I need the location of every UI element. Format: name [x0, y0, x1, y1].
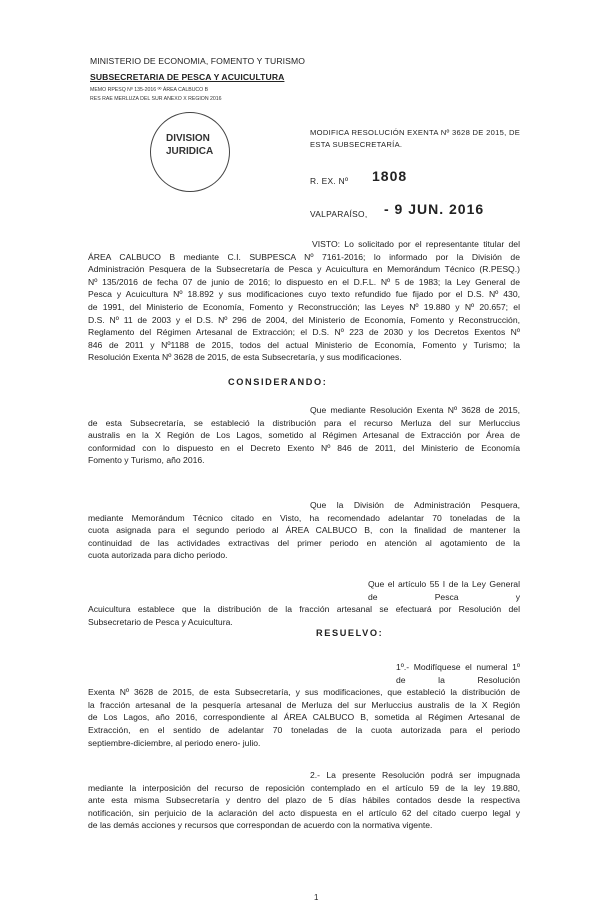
page-number: 1	[314, 893, 319, 902]
considerando-paragraph-1: Que mediante Resolución Exenta Nº 3628 de 2015, de esta Subsecretaría, se estableció la distribución para el recurso Merluza del sur Merluccius australis en la X Región de Los Lagos, sometido al Régimen Artesanal de Extracción por Área de conformidad con lo dispuesto en el Decreto Exento Nº 846 de 2011, del Ministerio de Economía Fomento y Turismo, año 2016.	[88, 405, 520, 466]
place-label: VALPARAÍSO,	[310, 209, 368, 219]
considerando-paragraph-2: Que la División de Administración Pesquera, mediante Memorándum Técnico citado en Visto, ha recomendado adelantar 70 toneladas de la cuota asignada para el segundo periodo al ÁREA CALBUCO B, con la finalidad de mantener la continuidad de las actividades extractivas del primer periodo en atención al agotamiento de la cuota autorizada para dicho periodo.	[88, 500, 520, 561]
subsecretaria-name: SUBSECRETARIA DE PESCA Y ACUICULTURA	[90, 72, 285, 82]
resolution-reference: RES RAE MERLUZA DEL SUR ANEXO X REGION 2016	[90, 96, 222, 102]
resuelvo-heading: RESUELVO:	[316, 628, 384, 638]
memo-reference: MEMO RPESQ Nº 135-2016 ºº ÁREA CALBUCO B	[90, 87, 209, 93]
subject-line-2: ESTA SUBSECRETARÍA.	[310, 140, 403, 149]
ministry-name: MINISTERIO DE ECONOMIA, FOMENTO Y TURISMO	[90, 56, 305, 66]
resuelvo-paragraph-2: 2.- La presente Resolución podrá ser impugnada mediante la interposición del recurso de reposición contemplado en el artículo 59 de la ley 19.880, ante esta misma Subsecretaría y dentro del plazo de 5 días hábiles contados desde la respectiva notificación, sin perjuicio de la aclaración del acto dispuesta en el artículo 62 del citado cuerpo legal y de las demás acciones y recursos que correspondan de acuerdo con la normativa vigente.	[88, 770, 520, 831]
resuelvo-paragraph-1: 1º.- Modifíquese el numeral 1º de la Resolución Exenta Nº 3628 de 2015, de esta Subsecretaría, y sus modificaciones, que estableció la distribución de la fracción artesanal de la pesquería artesanal de Merluza del sur Merluccius australis de la X Región de Los Lagos, año 2016, correspondiente al ÁREA CALBUCO B, sometida al Régimen Artesanal de Extracción, en el sentido de adelantar 70 toneladas de la cuota autorizada para el periodo septiembre-diciembre, al periodo enero- julio.	[88, 662, 520, 748]
resolution-label: R. EX. Nº	[310, 176, 349, 186]
considerando-paragraph-3: Que el artículo 55 I de la Ley General de Pesca y Acuicultura establece que la distribución de la fracción artesanal se efectuará por Resolución del Subsecretario de Pesca y Acuicultura.	[88, 579, 520, 627]
resolution-date: - 9 JUN. 2016	[384, 201, 485, 217]
subject-line-1: MODIFICA RESOLUCIÓN EXENTA Nº 3628 DE 2015, DE	[310, 128, 521, 137]
resolution-number: 1808	[372, 168, 408, 184]
stamp-line-division: DIVISION	[166, 133, 210, 144]
stamp-line-juridica: JURIDICA	[166, 146, 214, 157]
visto-paragraph: VISTO: Lo solicitado por el representante titular del ÁREA CALBUCO B mediante C.I. SUBPESCA Nº 7161-2016; lo informado por la División de Administración Pesquera de la Subsecretaría de Pesca y Acuicultura en Memorándum Técnico (R.PESQ.) Nº 135/2016 de fecha 07 de junio de 2016; lo dispuesto en el D.F.L. Nº 5 de 1983; la Ley General de Pesca y Acuicultura Nº 18.892 y sus modificaciones cuyo texto refundido fue fijado por el D.S. Nº 430, de 1991, del Ministerio de Economía, Fomento y Reconstrucción; las Leyes Nº 19.880 y Nº 20.657; el D.S. Nº 11 de 2003 y el D.S. Nº 296 de 2004, del Ministerio de Economía, Fomento y Reconstrucción, Reglamento del Régimen Artesanal de Extracción; el D.S. Nº 223 de 2030 y los Decretos Exentos Nº 846 de 2011 y Nº1188 de 2015, todos del actual Ministerio de Economía, Fomento y Turismo; la Resolución Exenta Nº 3628 de 2015, de esta Subsecretaría, y sus modificaciones.	[88, 239, 520, 363]
considerando-heading: CONSIDERANDO:	[228, 377, 328, 387]
